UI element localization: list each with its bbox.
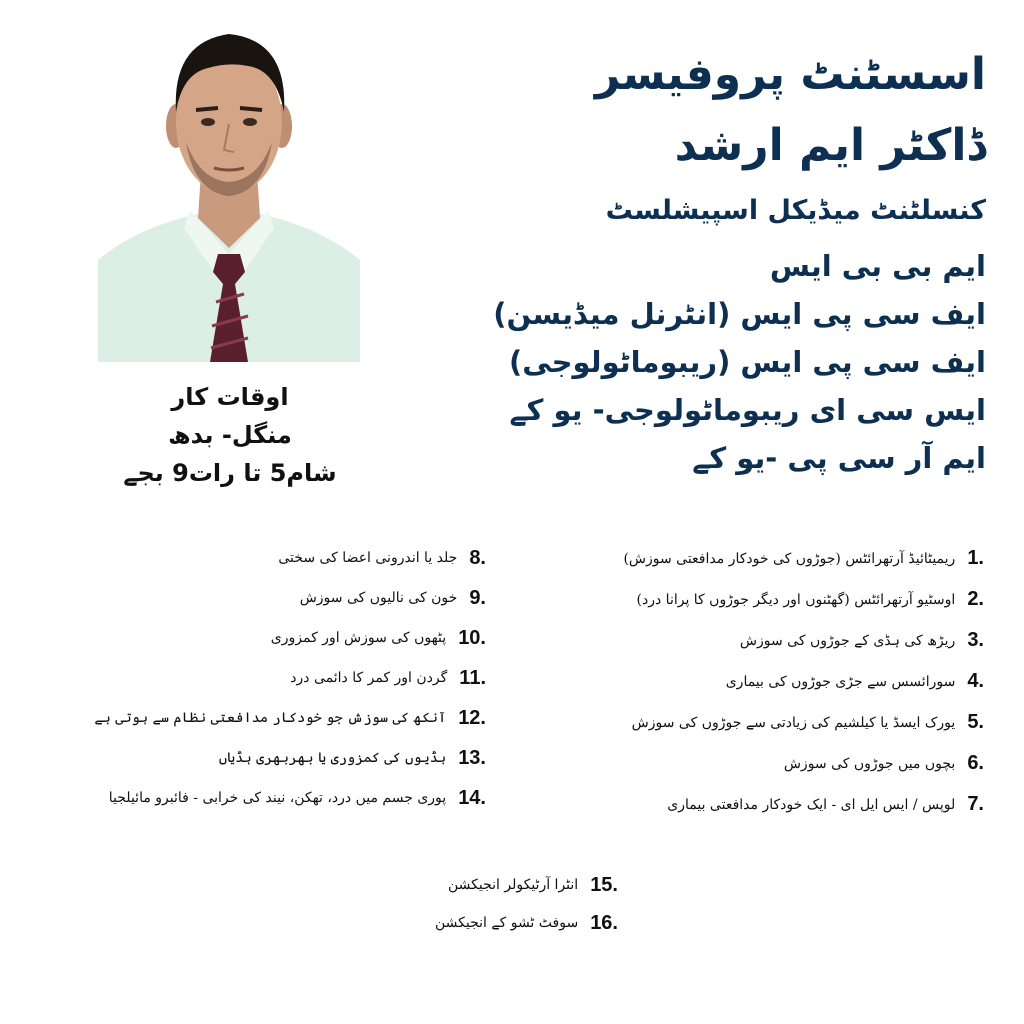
item-text: اوسٹیو آرتھرائٹس (گھٹنوں اور دیگر جوڑوں کا پرانا درد) [636, 591, 956, 608]
item-text: سورائسس سے جڑی جوڑوں کی بیماری [725, 673, 956, 690]
qualification: ایف سی پی ایس (ریبوماٹولوجی) [509, 345, 986, 379]
item-text: ہڈیوں کی کمزوری یا بھربھری ہڈیاں [218, 750, 447, 766]
list-item [514, 579, 984, 620]
list-item [358, 866, 618, 904]
item-text: انٹرا آرٹیکولر انجیکشن [448, 877, 579, 893]
list-item [358, 904, 618, 942]
item-text: خون کی نالیوں کی سوزش [299, 590, 458, 606]
list-item [26, 698, 486, 738]
item-text: ریمیٹائیڈ آرتھرائٹس (جوڑوں کی خودکار مدافعتی سوزش) [623, 550, 956, 567]
list-item [514, 784, 984, 825]
list-item [514, 743, 984, 784]
item-number: 5. [967, 711, 984, 733]
list-item [26, 658, 486, 698]
item-number: 15. [590, 873, 618, 896]
item-text: پوری جسم میں درد، تھکن، نیند کی خرابی - فائبرو مائیلجیا [108, 790, 447, 806]
conditions-list-left [26, 538, 486, 818]
list-item [26, 778, 486, 818]
doctor-specialty: کنسلٹنٹ میڈیکل اسپیشلسٹ [605, 195, 986, 226]
working-hours [60, 378, 400, 492]
item-number: 3. [967, 629, 984, 651]
item-number: 12. [458, 706, 486, 729]
hours-time: شام5 تا رات9 بجے [123, 459, 337, 487]
item-number: 16. [590, 911, 618, 934]
item-number: 11. [459, 666, 486, 689]
item-number: 14. [458, 786, 486, 809]
item-number: 4. [967, 670, 984, 692]
doctor-name: ڈاکٹر ایم ارشد [674, 120, 986, 171]
procedures-list [358, 866, 618, 942]
item-number: 13. [458, 746, 486, 769]
list-item [26, 618, 486, 658]
list-item [514, 702, 984, 743]
item-text: پٹھوں کی سوزش اور کمزوری [270, 630, 447, 646]
item-text: سوفٹ ٹشو کے انجیکشن [435, 915, 579, 931]
item-text: گردن اور کمر کا دائمی درد [290, 670, 448, 686]
qualification: ایم آر سی پی -یو کے [692, 441, 986, 475]
qualifications-list [426, 242, 986, 482]
list-item [514, 661, 984, 702]
item-text: یورک ایسڈ یا کیلشیم کی زیادتی سے جوڑوں کی سوزش [631, 714, 956, 731]
item-text: آنکھ کی سوزش جو خودکار مدافعتی نظام سے ہوتی ہے [94, 710, 447, 726]
doctor-title: اسسٹنٹ پروفیسر [594, 49, 986, 100]
item-number: 8. [469, 546, 486, 569]
list-item [26, 538, 486, 578]
list-item [26, 578, 486, 618]
item-number: 1. [967, 547, 984, 569]
qualification: ایف سی پی ایس (انٹرنل میڈیسن) [493, 297, 986, 331]
list-item [514, 538, 984, 579]
hours-days: منگل- بدھ [168, 421, 292, 449]
conditions-list-right [514, 538, 984, 825]
item-number: 10. [458, 626, 486, 649]
item-number: 6. [967, 752, 984, 774]
hours-title: اوقات کار [171, 383, 289, 411]
qualification: ایم بی بی ایس [769, 249, 986, 283]
qualification: ایس سی ای ریبوماٹولوجی- یو کے [509, 393, 986, 427]
item-number: 9. [469, 586, 486, 609]
item-text: ریڑھ کی ہڈی کے جوڑوں کی سوزش [739, 632, 956, 649]
doctor-portrait [98, 22, 360, 362]
list-item [26, 738, 486, 778]
item-text: بچوں میں جوڑوں کی سوزش [783, 755, 956, 772]
item-number: 2. [967, 588, 984, 610]
item-number: 7. [967, 793, 984, 815]
doctor-header [426, 40, 986, 482]
item-text: لوپس / ایس ایل ای - ایک خودکار مدافعتی بیماری [667, 796, 956, 813]
list-item [514, 620, 984, 661]
item-text: جلد یا اندرونی اعضا کی سختی [278, 550, 458, 566]
